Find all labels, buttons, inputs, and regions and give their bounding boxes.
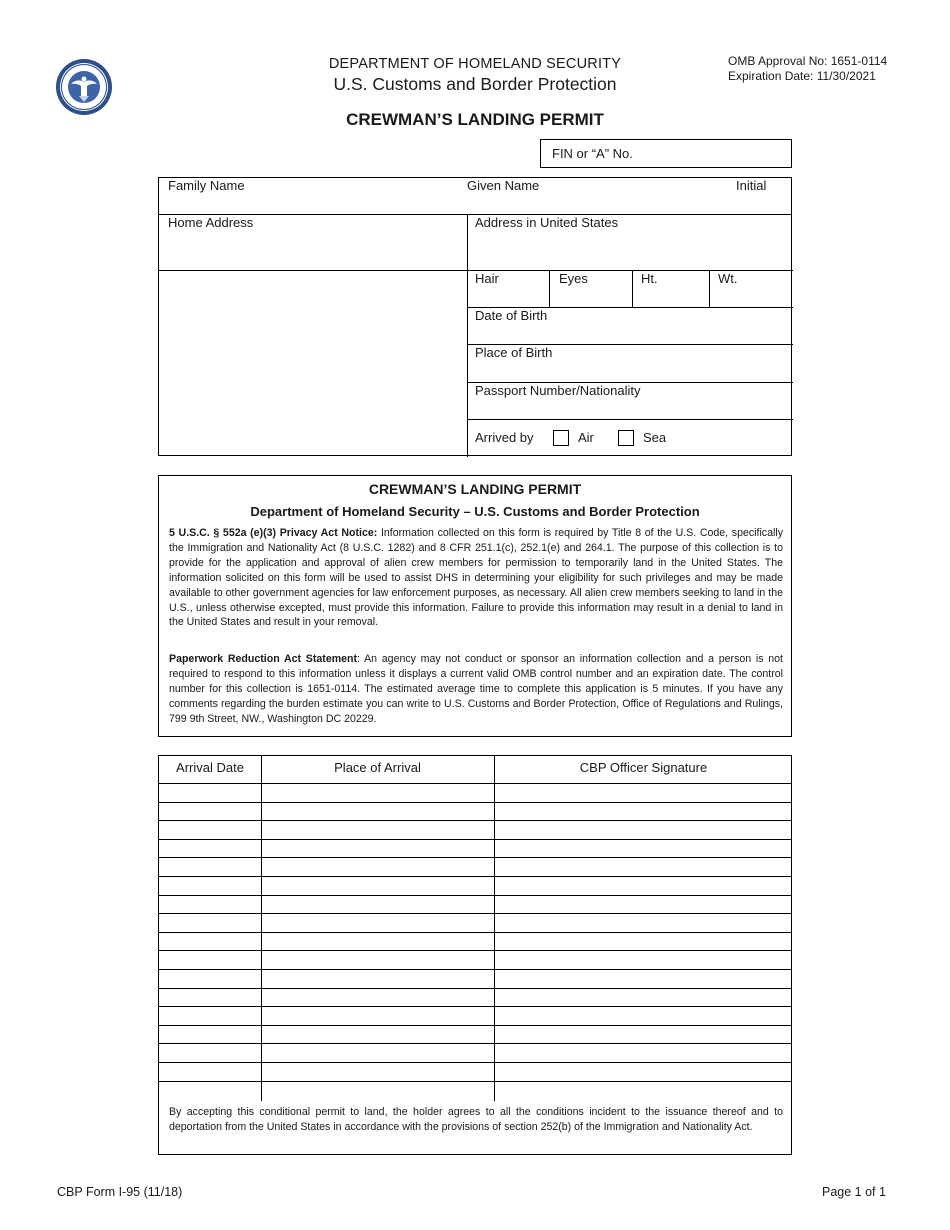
privacy-act-notice bbox=[169, 526, 783, 630]
family-name-field[interactable]: Family Name bbox=[168, 178, 245, 193]
weight-field[interactable]: Wt. bbox=[718, 271, 738, 286]
table-row-line bbox=[159, 895, 791, 896]
table-row-line bbox=[159, 1062, 791, 1063]
page-number: Page 1 of 1 bbox=[822, 1185, 886, 1199]
table-row-line bbox=[159, 1006, 791, 1007]
air-label: Air bbox=[578, 430, 594, 445]
us-address-field[interactable]: Address in United States bbox=[475, 215, 619, 230]
table-row-line bbox=[159, 1043, 791, 1044]
passport-nationality-field[interactable]: Passport Number/Nationality bbox=[475, 383, 641, 398]
arrival-records-table bbox=[158, 755, 792, 1155]
sea-label: Sea bbox=[643, 430, 667, 445]
home-address-field[interactable]: Home Address bbox=[168, 215, 254, 230]
column-header-arrival-date: Arrival Date bbox=[176, 760, 244, 775]
fin-label: FIN or “A” No. bbox=[552, 146, 633, 161]
height-field[interactable]: Ht. bbox=[641, 271, 658, 286]
table-row-line bbox=[159, 876, 791, 877]
column-header-place-of-arrival: Place of Arrival bbox=[334, 760, 421, 775]
privacy-act-heading: 5 U.S.C. § 552a (e)(3) Privacy Act Notice: bbox=[169, 527, 378, 539]
paperwork-reduction-statement bbox=[169, 652, 783, 727]
table-row-line bbox=[159, 932, 791, 933]
place-of-birth-field[interactable]: Place of Birth bbox=[475, 345, 553, 360]
privacy-act-text: Information collected on this form is required by Title 8 of the U.S. Code, specifically the Immigration and Nationality Act (8 U.S.C. 1282) and 8 CFR 251.1(c), 252.1(e) and 264.1. The purpose of this collection is to provide for the application and approval of alien crew members for permission to temporarily land in the United States. The information solicited on this form will be used to assist DHS in determining your eligibility for such privileges and may be made available to other government agencies for law enforcement purposes, as necessary. All alien crew members seeking to land in the U.S., unless otherwise excepted, must provide this information. Failure to provide this information may result in a denial to land in the United States and result in your removal. bbox=[169, 527, 783, 629]
table-row-line bbox=[159, 969, 791, 970]
given-name-field[interactable]: Given Name bbox=[467, 178, 540, 193]
dhs-seal-icon bbox=[55, 58, 113, 116]
agency-name: U.S. Customs and Border Protection bbox=[333, 74, 617, 94]
table-row-line bbox=[159, 988, 791, 989]
form-number: CBP Form I-95 (11/18) bbox=[57, 1185, 183, 1199]
hair-field[interactable]: Hair bbox=[475, 271, 499, 286]
eyes-field[interactable]: Eyes bbox=[559, 271, 588, 286]
paperwork-heading: Paperwork Reduction Act Statement bbox=[169, 653, 358, 665]
date-of-birth-field[interactable]: Date of Birth bbox=[475, 308, 548, 323]
paperwork-text: : An agency may not conduct or sponsor an information collection and a person is not required to respond to this information unless it displays a current valid OMB control number and an expiration date. The control number for this collection is 1651-0114. The estimated average time to complete this application is 5 minutes. If you have any comments regarding the burden estimate you can write to U.S. Customs and Border Protection, Office of Regulations and Rulings, 799 9th Street, NW., Washington DC 20229. bbox=[169, 653, 783, 725]
arrived-by-label: Arrived by bbox=[475, 430, 534, 445]
table-row-line bbox=[159, 802, 791, 803]
crewman-info-section bbox=[158, 177, 792, 456]
expiration-date: Expiration Date: 11/30/2021 bbox=[728, 69, 876, 83]
privacy-notice-section bbox=[158, 475, 792, 737]
initial-field[interactable]: Initial bbox=[736, 178, 767, 193]
omb-approval-number: OMB Approval No: 1651-0114 bbox=[728, 54, 888, 68]
air-checkbox[interactable] bbox=[553, 430, 569, 446]
acceptance-statement: By accepting this conditional permit to land, the holder agrees to all the conditions incident to the issuance thereof and to deportation from the United States in accordance with the provisions of section 252(b) of the Immigration and Nationality Act. bbox=[169, 1106, 783, 1133]
table-row-line bbox=[159, 857, 791, 858]
table-row-line bbox=[159, 950, 791, 951]
table-row-line bbox=[159, 820, 791, 821]
omb-info bbox=[728, 54, 887, 84]
sea-checkbox[interactable] bbox=[618, 430, 634, 446]
form-title: CREWMAN’S LANDING PERMIT bbox=[346, 110, 604, 129]
table-row-line bbox=[159, 913, 791, 914]
fin-number-field[interactable] bbox=[540, 139, 792, 168]
table-header-divider bbox=[159, 783, 791, 784]
table-row-line bbox=[159, 1081, 791, 1082]
notice-subtitle: Department of Homeland Security – U.S. Customs and Border Protection bbox=[250, 504, 700, 519]
column-header-officer-signature: CBP Officer Signature bbox=[579, 760, 708, 775]
notice-title: CREWMAN’S LANDING PERMIT bbox=[368, 481, 582, 497]
department-name: DEPARTMENT OF HOMELAND SECURITY bbox=[328, 56, 622, 72]
table-row-line bbox=[159, 839, 791, 840]
table-row-line bbox=[159, 1025, 791, 1026]
